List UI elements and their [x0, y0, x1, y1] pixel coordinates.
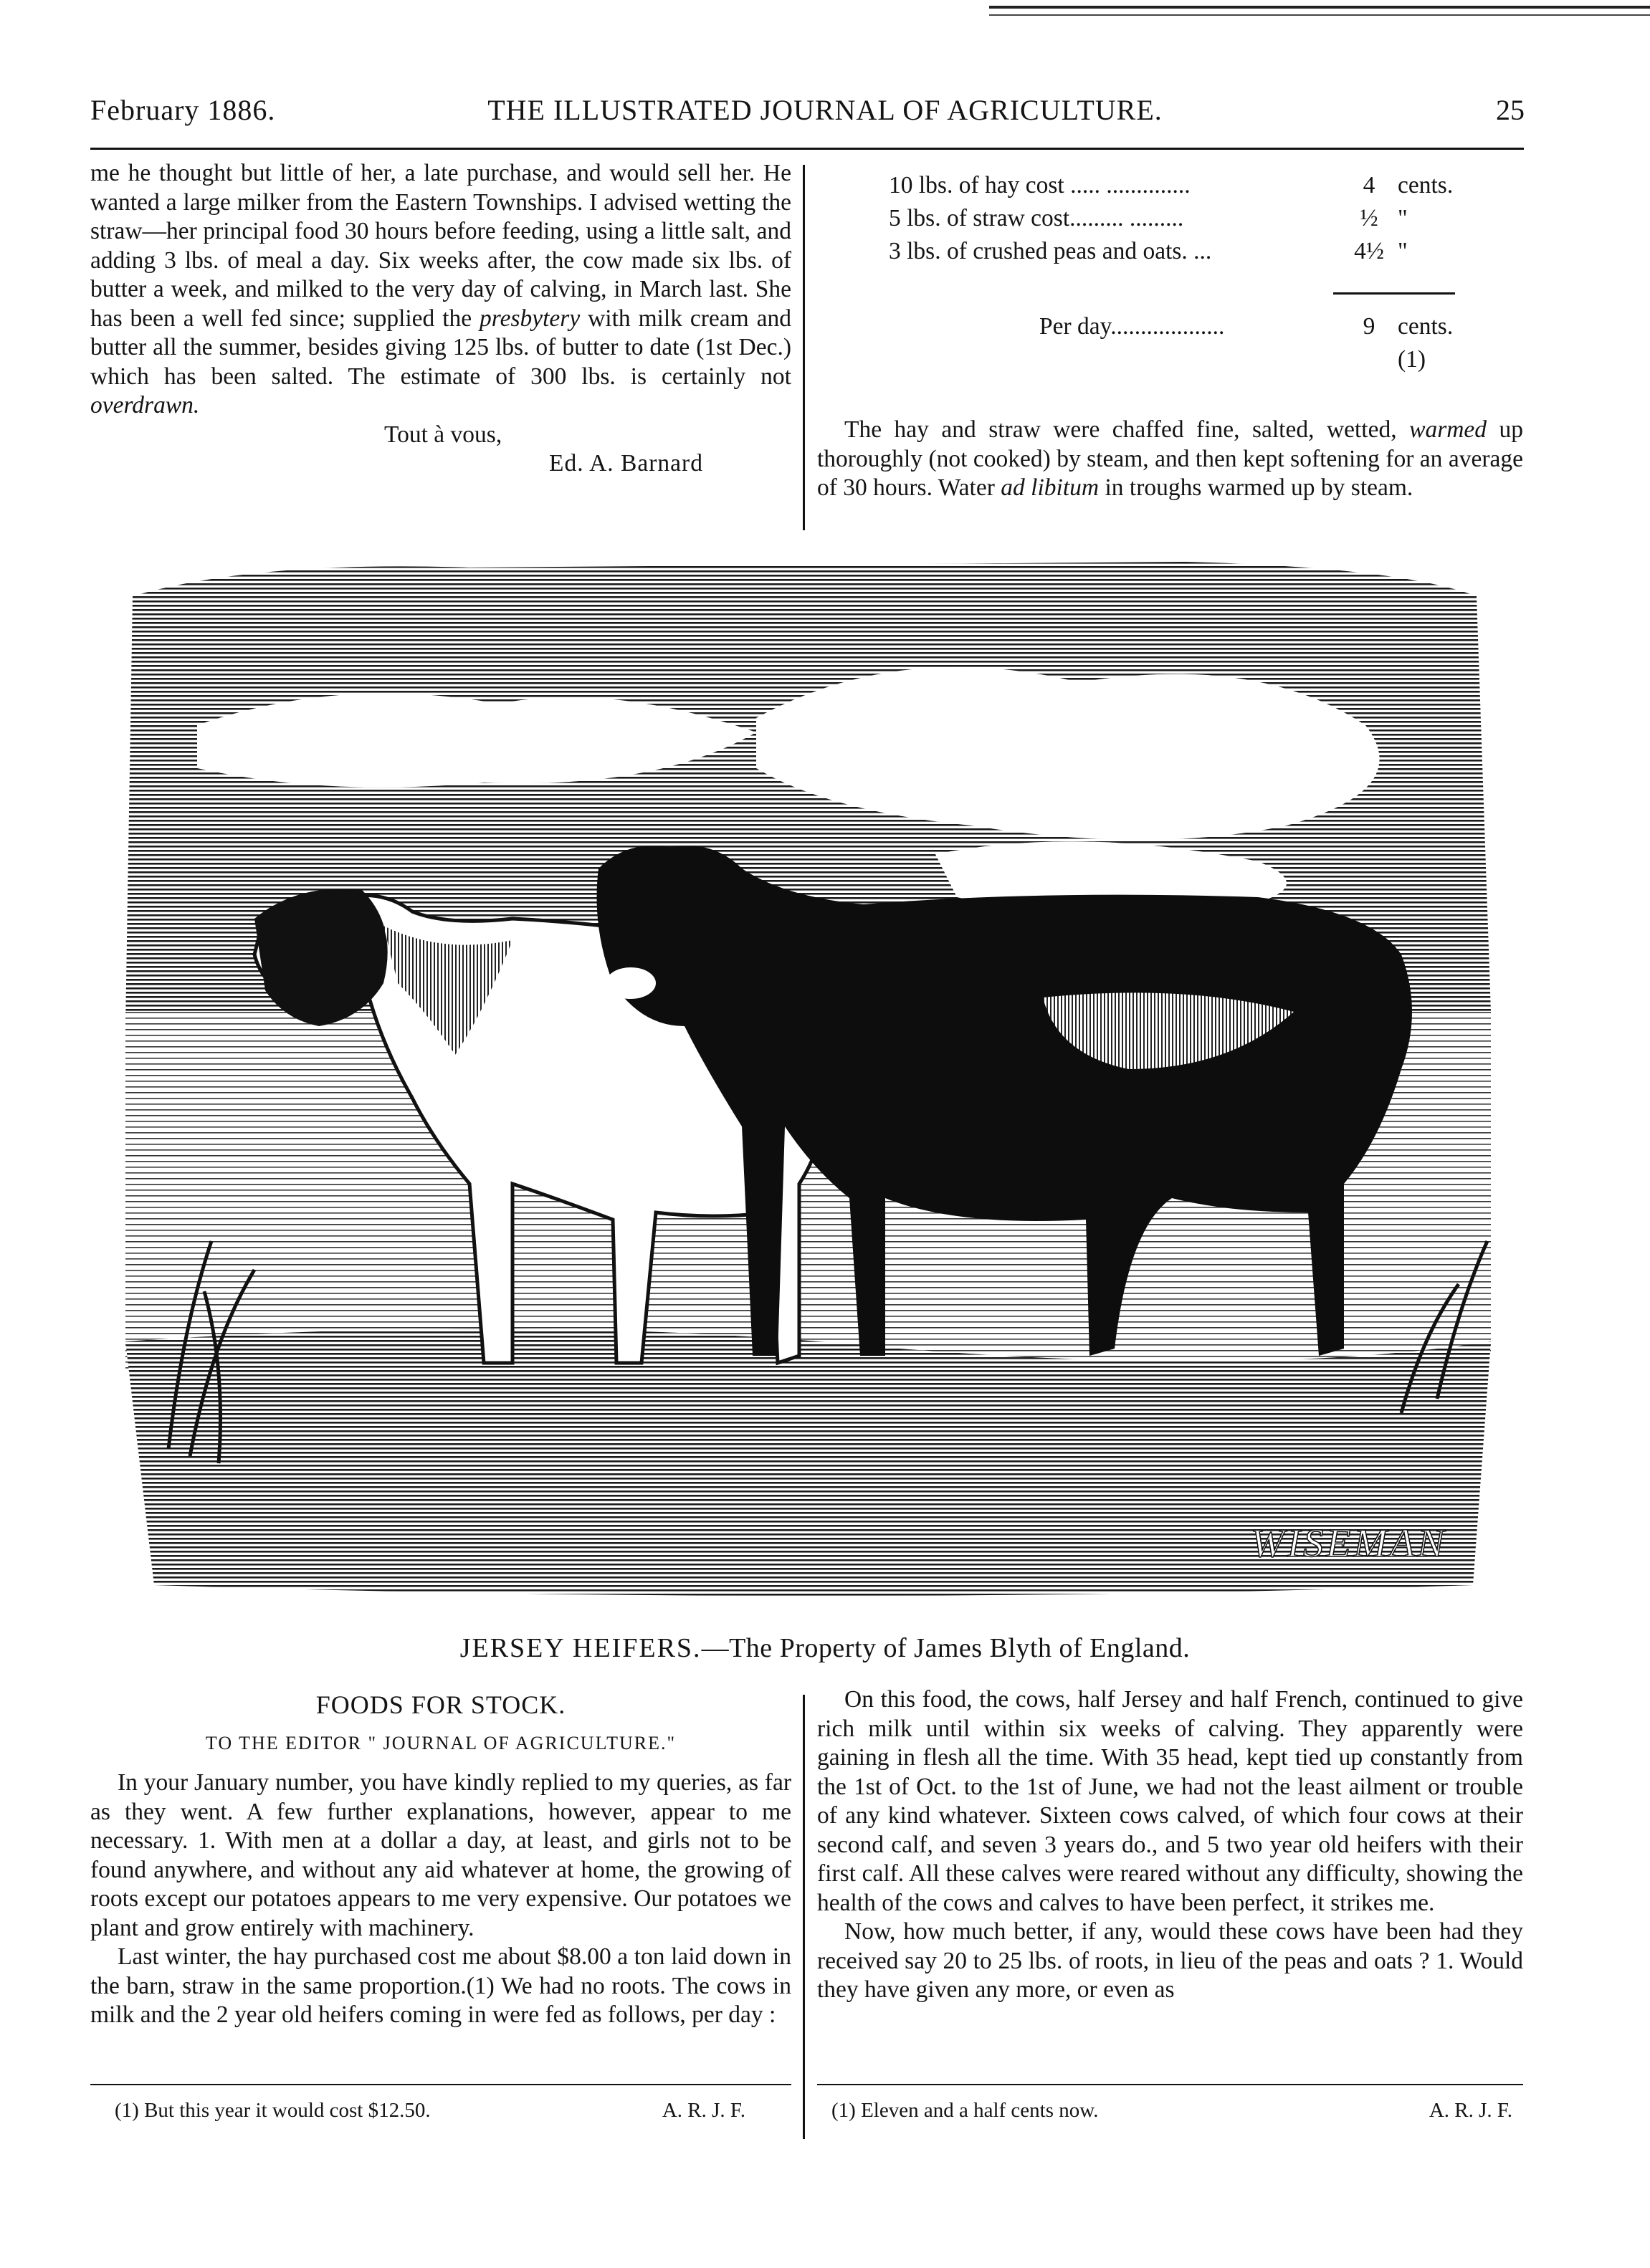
page-top-rule: [989, 6, 1650, 9]
bottom-column-divider: [803, 1695, 805, 2139]
letter-continuation: [90, 159, 791, 479]
footnote-rule-left: [90, 2084, 791, 2085]
letter-closing: Tout à vous,: [384, 421, 502, 448]
article-paragraph: Last winter, the hay purchased cost me about $8.00 a ton laid down in the barn, straw in the same proportion.(1) We had no roots. The cows in milk and the 2 year old heifers coming in were fed as follows, per day :: [90, 1943, 791, 2028]
caption-rest: —The Property of James Blyth of England.: [701, 1633, 1191, 1663]
letter-text: me he thought but little of her, a late purchase, and would sell her. He wanted a large milker from the Eastern Townships. I advised wetting the straw—her principal food 30 hours before feeding, using a little salt, and adding 3 lbs. of meal a day. Six weeks after, the cow made six lbs. of butter a week, and milked to the very day of calving, in March last. She has been a well fed since; supplied the: [90, 160, 791, 332]
overdrawn-word: overdrawn.: [90, 392, 200, 418]
footnote-right: (1) Eleven and a half cents now. A. R. J. F.: [831, 2099, 1512, 2122]
letter-signature: Ed. A. Barnard: [549, 450, 703, 477]
header-rule: [90, 148, 1524, 150]
page-top-rule-2: [989, 14, 1650, 16]
illustration-caption: [0, 1632, 1650, 1664]
article-paragraph: On this food, the cows, half Jersey and half French, continued to give rich milk until within six weeks of calving. They apparently were gaining in flesh all the time. With 35 head, kept tied up constantly from the 1st of Oct. to the 1st of June, we had not the least ailment or trouble of any kind whatever. Sixteen cows calved, of which four cows at their second calf, and seven 3 years do., and 5 two year old heifers with their first calf. All these calves were reared without any difficulty, showing the health of the cows and calves to have been perfect, it strikes me.: [817, 1686, 1523, 1916]
article-paragraph: In your January number, you have kindly replied to my queries, as far as they went. A few further explanations, however, appear to me necessary. 1. With men at a dollar a day, at least, and girls not to be found anywhere, and without any aid whatever at home, the growing of roots except our potatoes appears to me very expensive. Our potatoes we plant and grow entirely with machinery.: [90, 1769, 791, 1941]
engraver-signature: WISEMAN: [1251, 1521, 1447, 1566]
footnote-left: (1) But this year it would cost $12.50. A. R. J. F.: [115, 2099, 745, 2122]
top-column-divider: [803, 165, 805, 530]
presbytery-word: presbytery: [480, 305, 581, 332]
caption-title: JERSEY HEIFERS.: [459, 1633, 702, 1663]
cost-row: 3 lbs. of crushed peas and oats. ... 4½ ": [889, 238, 1408, 264]
feed-preparation-text: The hay and straw were chaffed fine, salted, wetted, warmed up thoroughly (not cooked) by steam, and then kept softening for an average of 30 hours. Water ad libitum in troughs warmed up by steam.: [817, 416, 1524, 501]
article-subtitle: TO THE EDITOR " JOURNAL OF AGRICULTURE.": [205, 1733, 677, 1753]
jersey-heifers-engraving: [111, 553, 1502, 1612]
journal-title: THE ILLUSTRATED JOURNAL OF AGRICULTURE.: [487, 94, 1163, 126]
table-sum-rule: [1333, 292, 1455, 295]
article-paragraph: Now, how much better, if any, would these cows have been had they received say 20 to 25 lbs. of roots, in lieu of the peas and oats ? 1. Would they have given any more, or even as: [817, 1918, 1523, 2003]
cost-row: 10 lbs. of hay cost ..... .............. 4 cents.: [889, 172, 1454, 198]
article-left-column: [90, 1769, 791, 2030]
page-number: 25: [1496, 94, 1525, 126]
cost-total-row: Per day................... 9 cents. (1): [1039, 313, 1454, 373]
footnote-rule-right: [817, 2084, 1523, 2085]
issue-date: February 1886.: [90, 94, 276, 126]
letter-text-cont: with milk cream and butter all the summer, besides giving 125 lbs. of butter to date (1st Dec.) which has been salted. The estimate of 300 lbs. is certainly not: [90, 305, 791, 390]
article-title: FOODS FOR STOCK.: [315, 1690, 566, 1719]
feed-cost-table: [889, 169, 1505, 376]
article-right-column: [817, 1685, 1523, 2005]
cost-row: 5 lbs. of straw cost......... ......... ½ ": [889, 205, 1408, 231]
